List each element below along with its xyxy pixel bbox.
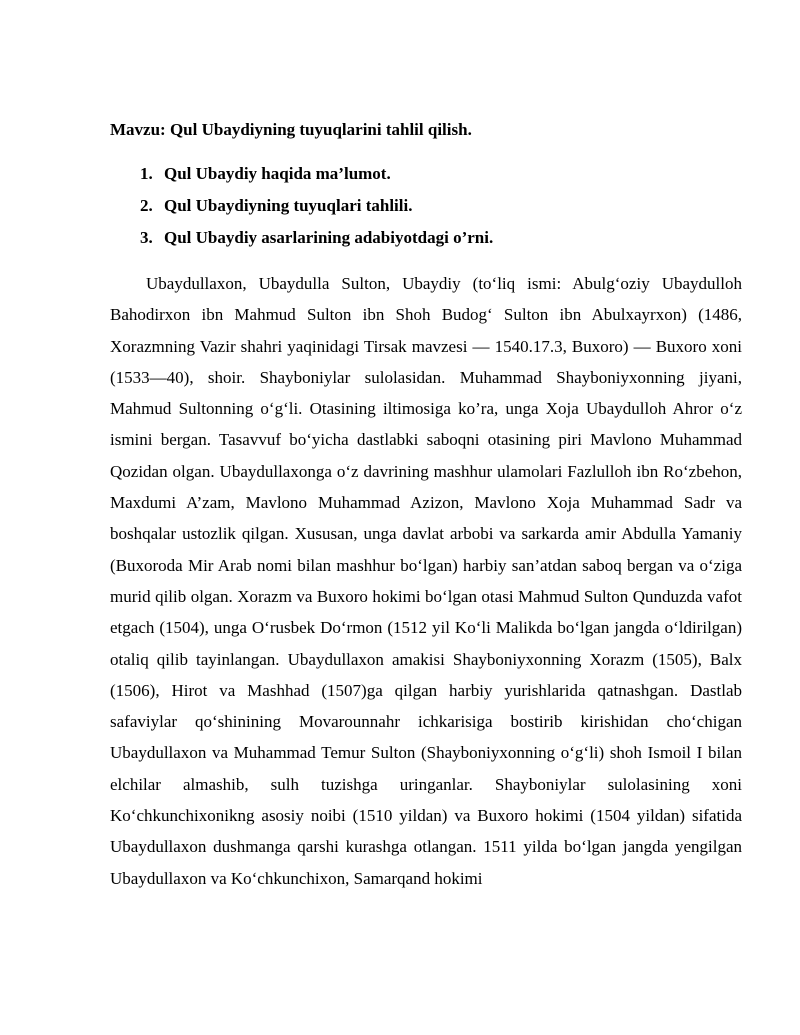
outline-text: Qul Ubaydiy haqida ma’lumot. bbox=[164, 164, 391, 183]
outline-item bbox=[110, 190, 742, 222]
outline-number: 2. bbox=[140, 196, 153, 215]
outline-text: Qul Ubaydiy asarlarining adabiyotdagi o’rni. bbox=[164, 228, 494, 247]
outline-number: 1. bbox=[140, 164, 153, 183]
outline-item bbox=[110, 222, 742, 254]
document-page bbox=[110, 118, 742, 894]
outline-number: 3. bbox=[140, 228, 153, 247]
document-title: Mavzu: Qul Ubaydiyning tuyuqlarini tahlil qilish. bbox=[110, 120, 472, 139]
body-paragraph: Ubaydullaxon, Ubaydulla Sulton, Ubaydiy (to‘liq ismi: Abulg‘oziy Ubaydulloh Bahodirxon ibn Mahmud Sulton ibn Shoh Budog‘ Sulton ibn Abulxayrxon) (1486, Xorazmning Vazir shahri yaqinidagi Tirsak mavzesi — 1540.17.3, Buxoro) — Buxoro xoni (1533—40), shoir. Shayboniylar sulolasidan. Muhammad Shayboniyxonning jiyani, Mahmud Sultonning o‘g‘li. Otasining iltimosiga ko’ra, unga Xoja Ubaydulloh Ahror o‘z ismini bergan. Tasavvuf bo‘yicha dastlabki saboqni otasining piri Mavlono Muhammad Qozidan olgan. Ubaydullaxonga o‘z davrining mashhur ulamolari Fazlulloh ibn Ro‘zbehon, Maxdumi A’zam, Mavlono Muhammad Azizon, Mavlono Xoja Muhammad Sadr va boshqalar ustozlik qilgan. Xususan, unga davlat arbobi va sarkarda amir Abdulla Yamaniy (Buxoroda Mir Arab nomi bilan mashhur bo‘lgan) harbiy san’atdan saboq bergan va o‘ziga murid qilib olgan. Xorazm va Buxoro hokimi bo‘lgan otasi Mahmud Sulton Qunduzda vafot etgach (1504), unga O‘rusbek Do‘rmon (1512 yil Ko‘li Malikda bo‘lgan jangda o‘ldirilgan) otaliq qilib tayinlangan. Ubaydullaxon amakisi Shayboniyxonning Xorazm (1505), Balx (1506), Hirot va Mashhad (1507)ga qilgan harbiy yurishlarida qatnashgan. Dastlab safaviylar qo‘shinining Movarounnahr ichkarisiga bostirib kirishidan cho‘chigan Ubaydullaxon va Muhammad Temur Sulton (Shayboniyxonning o‘g‘li) shoh Ismoil I bilan elchilar almashib, sulh tuzishga uringanlar. Shayboniylar sulolasining xoni Ko‘chkunchixonikng asosiy noibi (1510 yildan) va Buxoro hokimi (1504 yildan) sifatida Ubaydullaxon dushmanga qarshi kurashga otlangan. 1511 yilda bo‘lgan jangda yengilgan Ubaydullaxon va Ko‘chkunchixon, Samarqand hokimi bbox=[110, 274, 742, 888]
topic-outline bbox=[110, 158, 742, 254]
outline-text: Qul Ubaydiyning tuyuqlari tahlili. bbox=[164, 196, 413, 215]
outline-item bbox=[110, 158, 742, 190]
